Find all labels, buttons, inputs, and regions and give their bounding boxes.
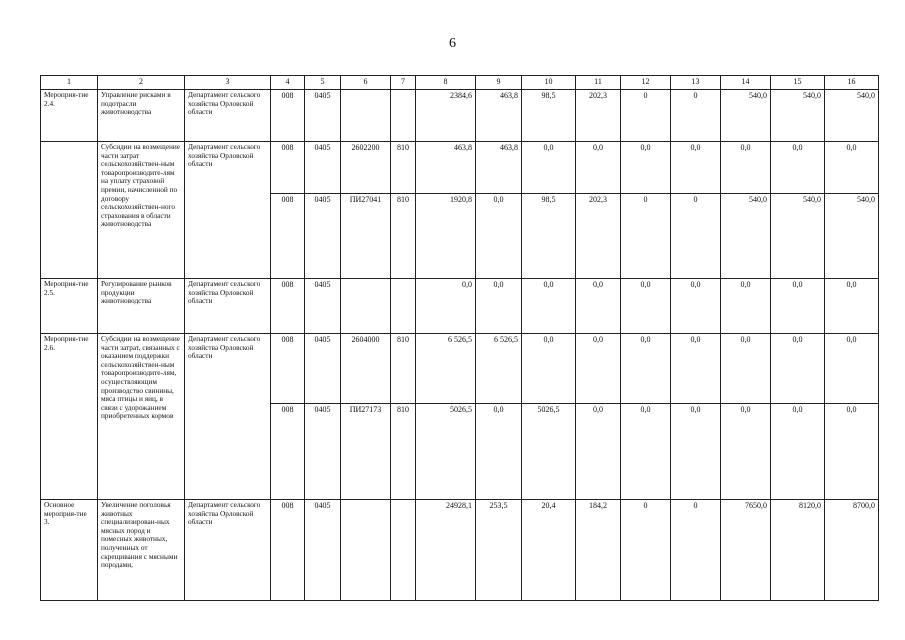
- vr-cell: [391, 279, 416, 334]
- table-row: [41, 500, 879, 601]
- value-cell: 5026,5: [416, 404, 476, 500]
- rzpr-cell: 0405: [305, 279, 341, 334]
- value-cell: 0,0: [416, 279, 476, 334]
- col-header: 11: [576, 76, 621, 90]
- col-header: 15: [771, 76, 825, 90]
- value-cell: 463,8: [476, 90, 522, 142]
- col-header: 8: [416, 76, 476, 90]
- table-row: [41, 279, 879, 334]
- value-cell: 253,5: [476, 500, 522, 601]
- grbs-cell: 008: [271, 334, 305, 404]
- csr-cell: [341, 500, 391, 601]
- value-cell: 98,5: [522, 194, 576, 279]
- value-cell: 5026,5: [522, 404, 576, 500]
- value-cell: 0,0: [671, 334, 721, 404]
- value-cell: 463,8: [476, 142, 522, 194]
- measure-cell: Мероприя-тие 2.5.: [41, 279, 98, 334]
- value-cell: 0,0: [771, 404, 825, 500]
- name-cell: Субсидии на возмещение части затрат сельскохозяйствен-ным товаропроизводите-лям на уплату страховой премии, начисленной по договору сельскохозяйствен-ного страхования в области животноводства: [98, 142, 185, 279]
- value-cell: 0: [621, 90, 671, 142]
- value-cell: 0,0: [771, 334, 825, 404]
- value-cell: 8700,0: [825, 500, 879, 601]
- header-row: [41, 76, 879, 90]
- value-cell: 202,3: [576, 194, 621, 279]
- col-header: 1: [41, 76, 98, 90]
- csr-cell: ПИ27041: [341, 194, 391, 279]
- vr-cell: 810: [391, 142, 416, 194]
- value-cell: 0,0: [576, 334, 621, 404]
- value-cell: 0,0: [621, 404, 671, 500]
- measure-cell: [41, 142, 98, 279]
- budget-table: [40, 75, 879, 601]
- value-cell: 0: [671, 90, 721, 142]
- rzpr-cell: 0405: [305, 404, 341, 500]
- csr-cell: [341, 279, 391, 334]
- executor-cell: Департамент сельского хозяйства Орловской области: [185, 142, 271, 279]
- value-cell: 0,0: [671, 404, 721, 500]
- value-cell: 0,0: [621, 142, 671, 194]
- value-cell: 0,0: [621, 279, 671, 334]
- col-header: 13: [671, 76, 721, 90]
- value-cell: 0,0: [576, 279, 621, 334]
- value-cell: 20,4: [522, 500, 576, 601]
- value-cell: 202,3: [576, 90, 621, 142]
- measure-cell: Мероприя-тие 2.6.: [41, 334, 98, 500]
- value-cell: 0,0: [721, 334, 771, 404]
- name-cell: Субсидии на возмещение части затрат, связанных с оказанием поддержки сельскохозяйствен-ным товаропроизводите-лям, осуществляющим производство свинины, мяса птицы и яиц, в связи с удорожанием приобретенных кормов: [98, 334, 185, 500]
- vr-cell: 810: [391, 404, 416, 500]
- value-cell: 0,0: [771, 279, 825, 334]
- value-cell: 0,0: [522, 142, 576, 194]
- vr-cell: 810: [391, 334, 416, 404]
- grbs-cell: 008: [271, 142, 305, 194]
- grbs-cell: 008: [271, 500, 305, 601]
- value-cell: 0,0: [825, 142, 879, 194]
- value-cell: 0,0: [721, 279, 771, 334]
- value-cell: 540,0: [825, 194, 879, 279]
- executor-cell: Департамент сельского хозяйства Орловской области: [185, 500, 271, 601]
- value-cell: 0,0: [522, 334, 576, 404]
- col-header: 2: [98, 76, 185, 90]
- value-cell: 24928,1: [416, 500, 476, 601]
- value-cell: 0,0: [576, 142, 621, 194]
- table-row: [41, 90, 879, 142]
- measure-cell: Основное мероприя-тие 3.: [41, 500, 98, 601]
- value-cell: 0,0: [721, 404, 771, 500]
- value-cell: 0,0: [671, 142, 721, 194]
- csr-cell: ПИ27173: [341, 404, 391, 500]
- value-cell: 0: [621, 194, 671, 279]
- value-cell: 0,0: [825, 334, 879, 404]
- name-cell: Управление рисками в подотрасли животноводства: [98, 90, 185, 142]
- col-header: 14: [721, 76, 771, 90]
- value-cell: 0,0: [476, 194, 522, 279]
- grbs-cell: 008: [271, 90, 305, 142]
- vr-cell: [391, 500, 416, 601]
- value-cell: 1920,8: [416, 194, 476, 279]
- col-header: 4: [271, 76, 305, 90]
- value-cell: 8120,0: [771, 500, 825, 601]
- value-cell: 0,0: [721, 142, 771, 194]
- name-cell: Увеличение поголовья животных специализирован-ных мясных пород и помесных животных, полученных от скрещивания с мясными породами,: [98, 500, 185, 601]
- csr-cell: 2602200: [341, 142, 391, 194]
- value-cell: 184,2: [576, 500, 621, 601]
- col-header: 10: [522, 76, 576, 90]
- value-cell: 0,0: [825, 404, 879, 500]
- col-header: 6: [341, 76, 391, 90]
- value-cell: 0,0: [476, 279, 522, 334]
- value-cell: 540,0: [721, 194, 771, 279]
- csr-cell: [341, 90, 391, 142]
- value-cell: 0: [671, 500, 721, 601]
- vr-cell: [391, 90, 416, 142]
- executor-cell: Департамент сельского хозяйства Орловской области: [185, 334, 271, 500]
- value-cell: 7650,0: [721, 500, 771, 601]
- col-header: 16: [825, 76, 879, 90]
- col-header: 3: [185, 76, 271, 90]
- rzpr-cell: 0405: [305, 334, 341, 404]
- executor-cell: Департамент сельского хозяйства Орловской области: [185, 90, 271, 142]
- rzpr-cell: 0405: [305, 142, 341, 194]
- page-number: 6: [449, 36, 456, 51]
- value-cell: 540,0: [721, 90, 771, 142]
- value-cell: 0,0: [621, 334, 671, 404]
- vr-cell: 810: [391, 194, 416, 279]
- rzpr-cell: 0405: [305, 194, 341, 279]
- table-row: [41, 142, 879, 194]
- value-cell: 2384,6: [416, 90, 476, 142]
- measure-cell: Мероприя-тие 2.4.: [41, 90, 98, 142]
- table-row: [41, 334, 879, 404]
- col-header: 9: [476, 76, 522, 90]
- value-cell: 6 526,5: [476, 334, 522, 404]
- value-cell: 540,0: [771, 90, 825, 142]
- value-cell: 540,0: [825, 90, 879, 142]
- value-cell: 463,8: [416, 142, 476, 194]
- col-header: 5: [305, 76, 341, 90]
- csr-cell: 2604000: [341, 334, 391, 404]
- value-cell: 98,5: [522, 90, 576, 142]
- value-cell: 0,0: [671, 279, 721, 334]
- rzpr-cell: 0405: [305, 500, 341, 601]
- grbs-cell: 008: [271, 194, 305, 279]
- value-cell: 0,0: [771, 142, 825, 194]
- col-header: 7: [391, 76, 416, 90]
- value-cell: 0: [621, 500, 671, 601]
- value-cell: 0,0: [825, 279, 879, 334]
- value-cell: 0,0: [522, 279, 576, 334]
- name-cell: Регулирование рынков продукции животноводства: [98, 279, 185, 334]
- col-header: 12: [621, 76, 671, 90]
- executor-cell: Департамент сельского хозяйства Орловской области: [185, 279, 271, 334]
- grbs-cell: 008: [271, 279, 305, 334]
- value-cell: 0,0: [576, 404, 621, 500]
- grbs-cell: 008: [271, 404, 305, 500]
- rzpr-cell: 0405: [305, 90, 341, 142]
- value-cell: 6 526,5: [416, 334, 476, 404]
- value-cell: 0: [671, 194, 721, 279]
- value-cell: 0,0: [476, 404, 522, 500]
- value-cell: 540,0: [771, 194, 825, 279]
